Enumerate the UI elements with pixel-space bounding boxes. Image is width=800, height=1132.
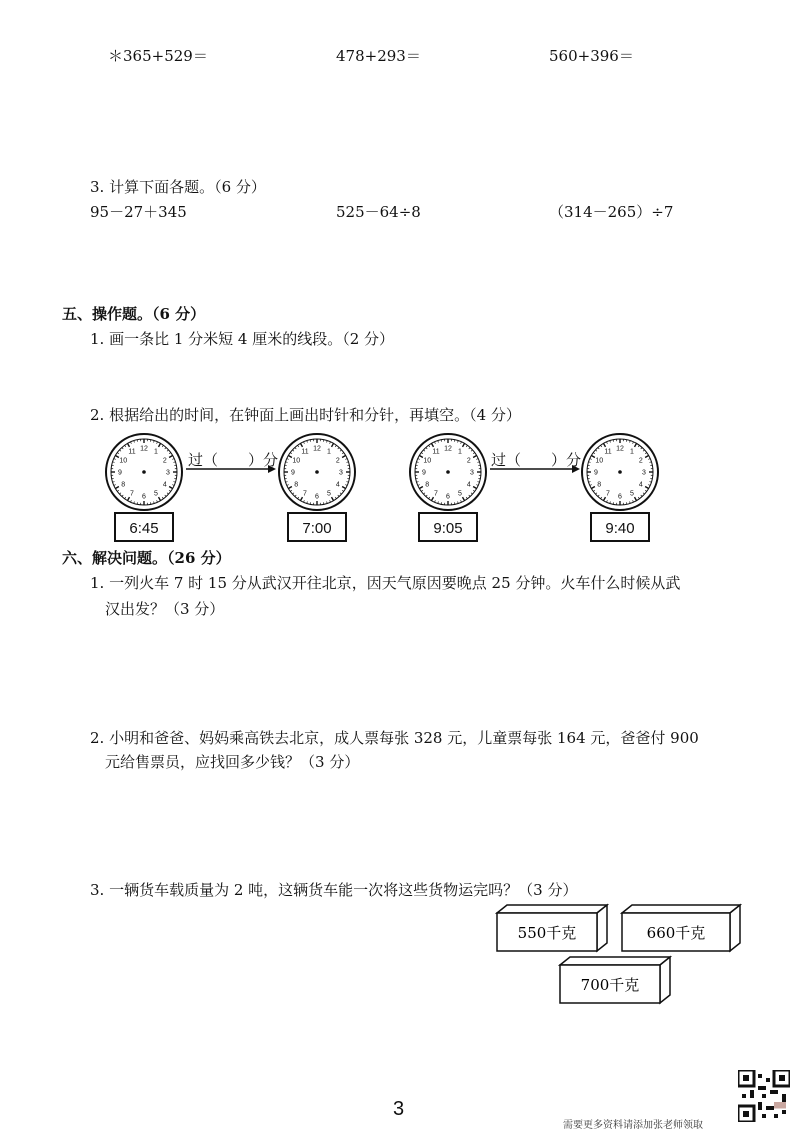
clock-numeral: 4 — [466, 481, 471, 489]
clock-numeral: 7 — [434, 490, 438, 498]
calc-item-3: 560+396＝ — [549, 47, 634, 65]
cargo-box-2 — [620, 903, 746, 953]
arrow-label-2[interactable]: 过（ ）分 — [491, 451, 582, 469]
clock-numeral: 8 — [294, 481, 299, 489]
clock-face-2[interactable] — [277, 432, 357, 512]
section6-q2-line2: 元给售票员，应找回多少钱？（3 分） — [105, 753, 360, 771]
clock-numeral: 2 — [638, 457, 643, 465]
clock-numeral: 1 — [154, 448, 158, 456]
clock-numeral: 12 — [616, 445, 624, 453]
clock-numeral: 6 — [446, 493, 450, 501]
q3-item-3: （314－265）÷7 — [549, 203, 674, 221]
qr-code-icon — [738, 1070, 790, 1122]
section6-q3: 3. 一辆货车载质量为 2 吨，这辆货车能一次将这些货物运完吗？（3 分） — [90, 881, 578, 899]
cargo-box-3 — [558, 955, 676, 1005]
clock-numeral: 9 — [291, 469, 295, 477]
clock-numeral: 6 — [142, 493, 146, 501]
clock-numeral: 4 — [335, 481, 340, 489]
clock-face-3[interactable] — [408, 432, 488, 512]
clock-face-1[interactable] — [104, 432, 184, 512]
time-box-4: 9:40 — [590, 512, 650, 542]
arrow-label-1[interactable]: 过（ ）分 — [188, 451, 279, 469]
time-box-3: 9:05 — [418, 512, 478, 542]
clock-numeral: 1 — [630, 448, 634, 456]
section6-q1-line1: 1. 一列火车 7 时 15 分从武汉开往北京，因天气原因要晚点 25 分钟。火车什么时候从武 — [90, 574, 681, 592]
clock-numeral: 9 — [118, 469, 122, 477]
q3-item-2: 525－64÷8 — [336, 203, 421, 221]
clock-numeral: 8 — [425, 481, 430, 489]
clock-numeral: 10 — [595, 457, 604, 465]
section6-title: 六、解决问题。（26 分） — [62, 549, 231, 567]
q3-item-1: 95－27＋345 — [90, 203, 187, 221]
clock-numeral: 5 — [154, 490, 158, 498]
clock-numeral: 2 — [335, 457, 340, 465]
clock-numeral: 3 — [166, 469, 170, 477]
clock-numeral: 5 — [458, 490, 462, 498]
clock-numeral: 12 — [313, 445, 321, 453]
section6-q2-line1: 2. 小明和爸爸、妈妈乘高铁去北京，成人票每张 328 元，儿童票每张 164 元，爸爸付 900 — [90, 729, 699, 747]
clock-numeral: 10 — [423, 457, 432, 465]
clock-numeral: 11 — [432, 448, 440, 456]
clock-numeral: 6 — [315, 493, 319, 501]
clock-numeral: 4 — [162, 481, 167, 489]
clock-numeral: 1 — [458, 448, 462, 456]
clock-numeral: 5 — [630, 490, 634, 498]
clock-numeral: 4 — [638, 481, 643, 489]
clock-face-4[interactable] — [580, 432, 660, 512]
clock-numeral: 9 — [422, 469, 426, 477]
q3-title: 3. 计算下面各题。（6 分） — [90, 178, 266, 196]
cargo-box-1 — [495, 903, 613, 953]
clock-numeral: 11 — [301, 448, 309, 456]
clock-numeral: 8 — [597, 481, 602, 489]
clock-numeral: 7 — [130, 490, 134, 498]
cargo-box-1-label: 550千克 — [517, 924, 577, 942]
section5-title: 五、操作题。（6 分） — [62, 305, 206, 323]
section5-q1: 1. 画一条比 1 分米短 4 厘米的线段。（2 分） — [90, 330, 395, 348]
clock-numeral: 8 — [121, 481, 126, 489]
clock-numeral: 10 — [119, 457, 128, 465]
clock-numeral: 7 — [303, 490, 307, 498]
clock-numeral: 2 — [162, 457, 167, 465]
time-box-1: 6:45 — [114, 512, 174, 542]
clock-numeral: 6 — [618, 493, 622, 501]
clock-numeral: 3 — [470, 469, 474, 477]
clock-numeral: 9 — [594, 469, 598, 477]
clock-numeral: 7 — [606, 490, 610, 498]
calc-item-1: ＊365+529＝ — [108, 47, 208, 65]
section5-q2: 2. 根据给出的时间，在钟面上画出时针和分针，再填空。（4 分） — [90, 406, 521, 424]
section6-q1-line2: 汉出发？（3 分） — [105, 600, 225, 618]
clock-numeral: 11 — [128, 448, 136, 456]
cargo-box-2-label: 660千克 — [646, 924, 706, 942]
clock-numeral: 12 — [140, 445, 148, 453]
clock-numeral: 11 — [604, 448, 612, 456]
clock-numeral: 2 — [466, 457, 471, 465]
clock-numeral: 10 — [292, 457, 301, 465]
footer-note: 需要更多资料请添加张老师领取 — [563, 1120, 703, 1131]
clock-numeral: 3 — [339, 469, 343, 477]
clock-numeral: 3 — [642, 469, 646, 477]
clock-numeral: 12 — [444, 445, 452, 453]
cargo-box-3-label: 700千克 — [580, 976, 640, 994]
clock-numeral: 5 — [327, 490, 331, 498]
clock-numeral: 1 — [327, 448, 331, 456]
time-box-2: 7:00 — [287, 512, 347, 542]
calc-item-2: 478+293＝ — [336, 47, 421, 65]
page-number: 3 — [393, 1098, 405, 1120]
